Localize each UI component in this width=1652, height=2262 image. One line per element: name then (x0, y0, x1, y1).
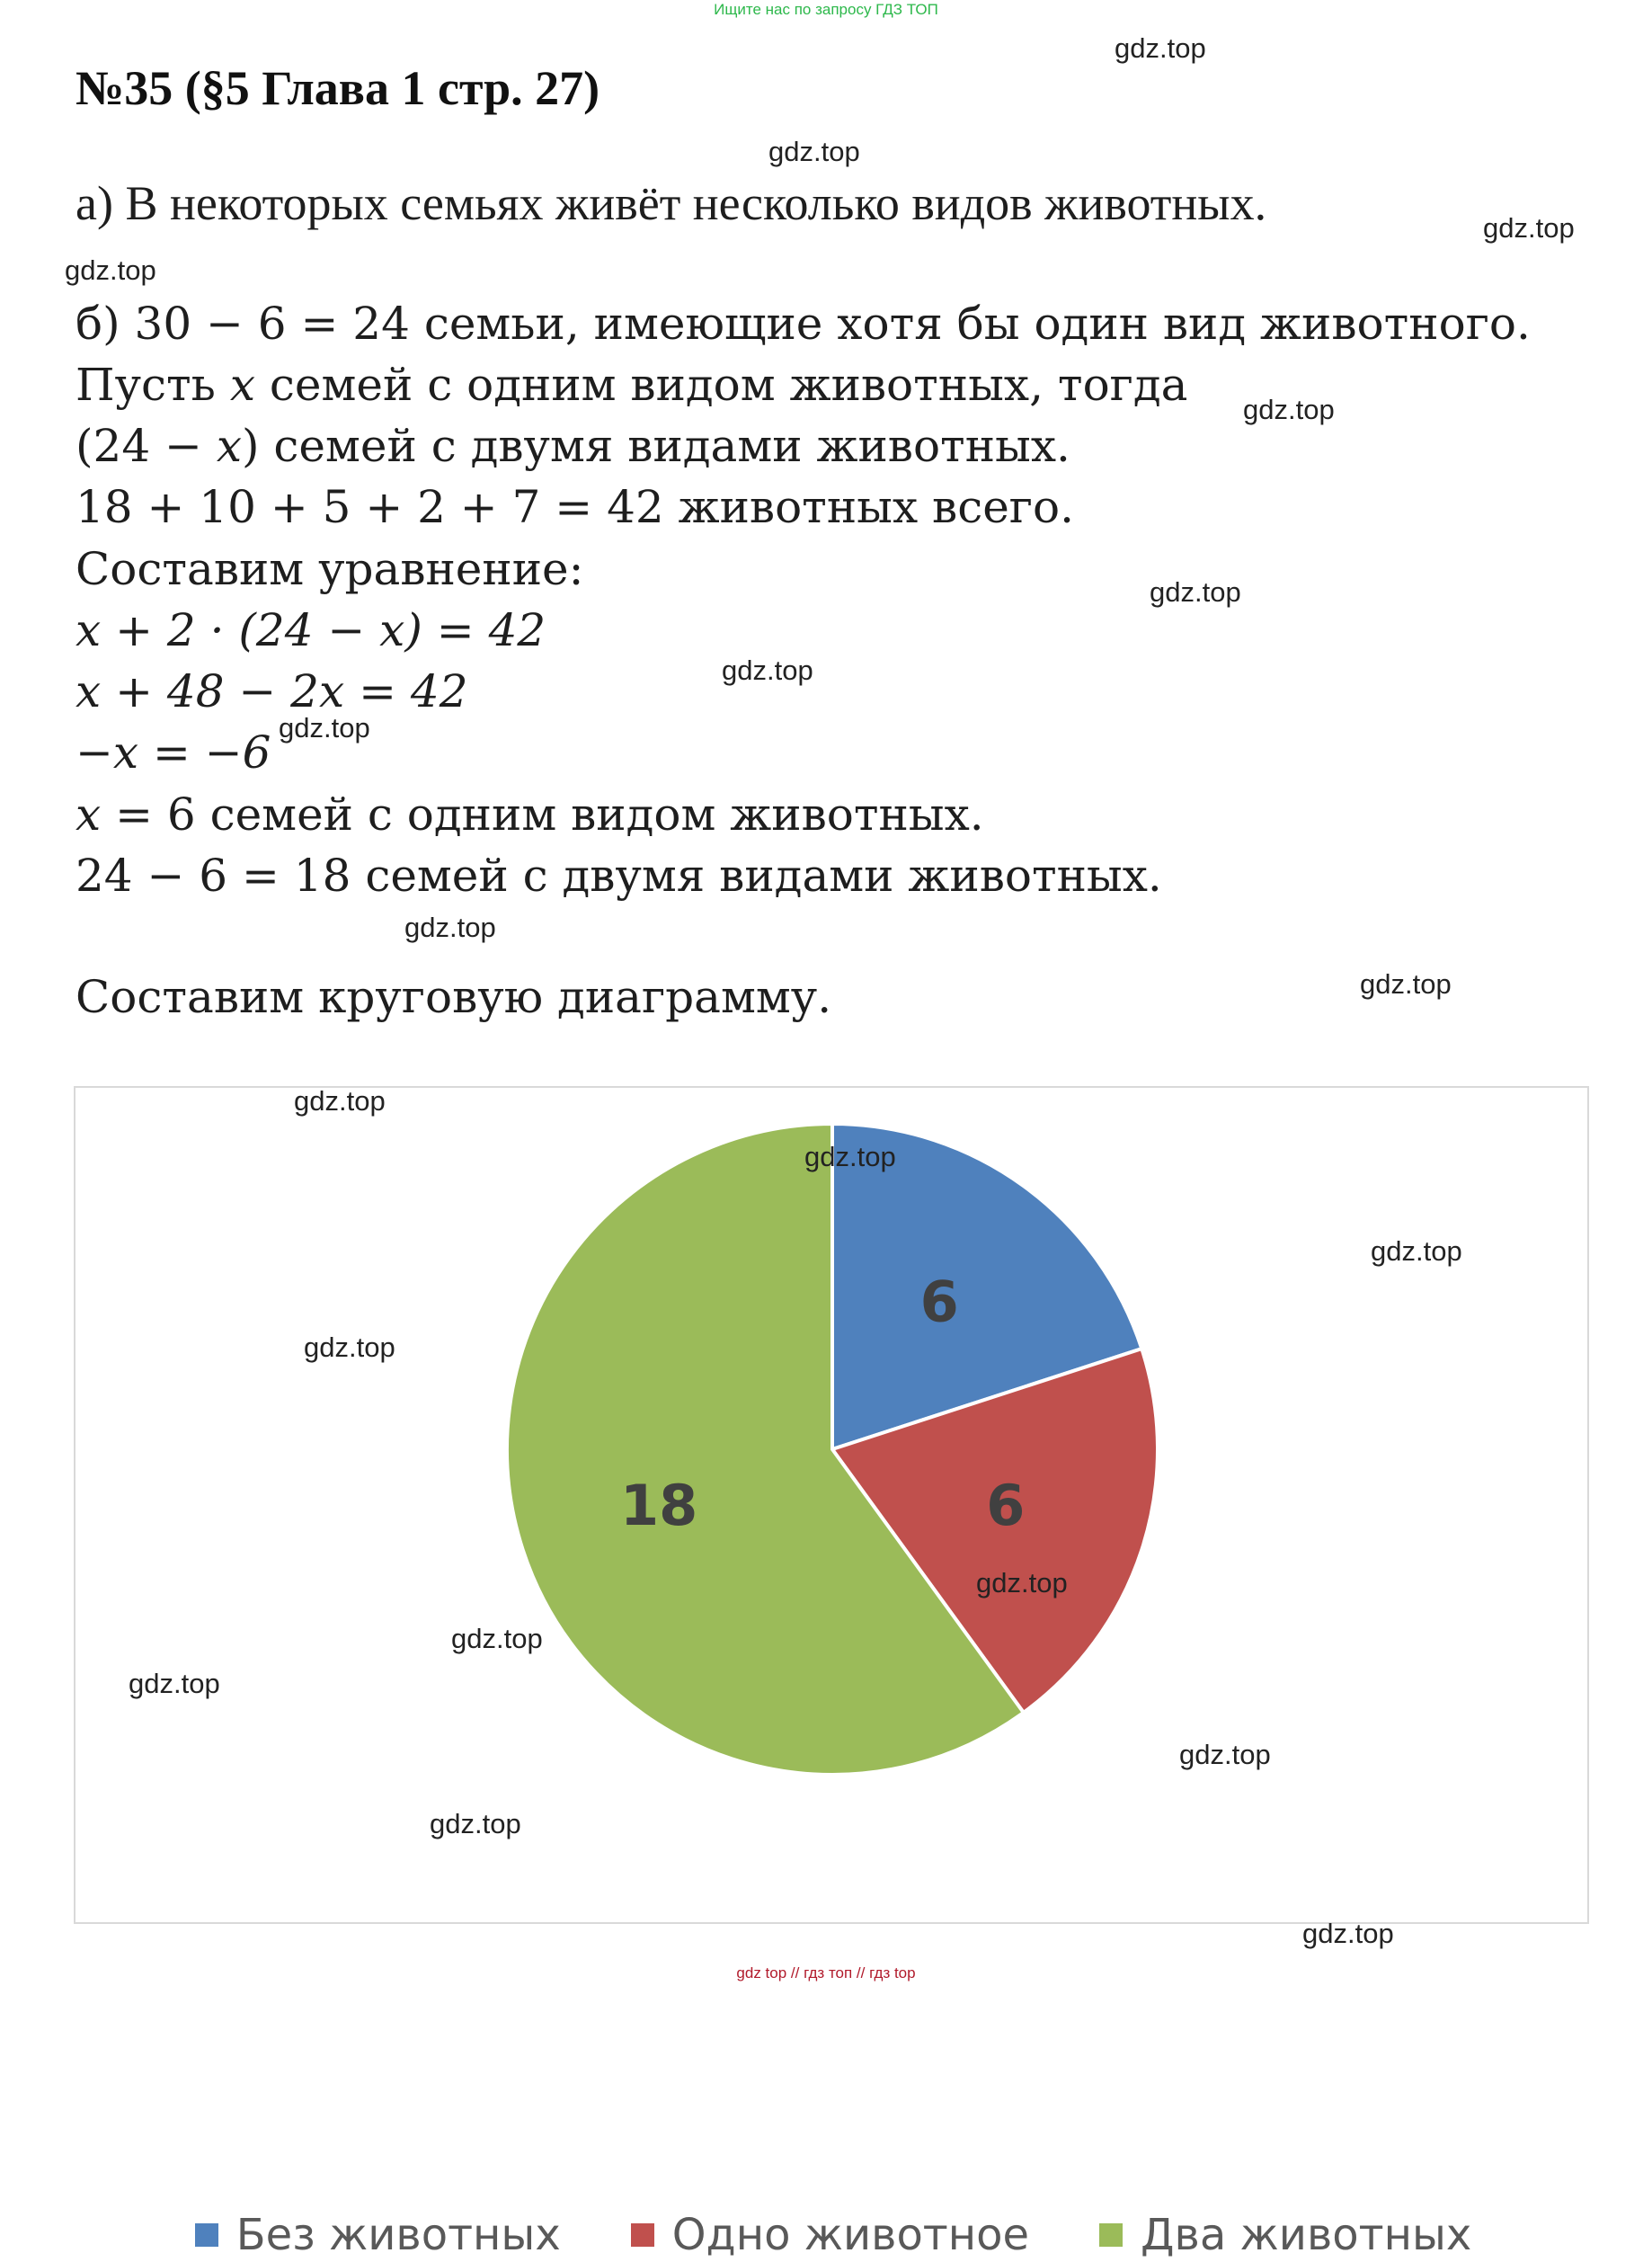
solution-line-9 (75, 783, 984, 846)
watermark: gdz.top (1360, 968, 1452, 1000)
solution-line-4: 18 + 10 + 5 + 2 + 7 = 42 животных всего. (75, 481, 1074, 533)
slice-data-label: 18 (620, 1473, 698, 1539)
variable-x: x (216, 420, 243, 472)
answer-part-a: а) В некоторых семьях живёт несколько видов животных. (75, 176, 1267, 230)
line-2-text-end: семей с одним видом животных, тогда (255, 359, 1188, 411)
watermark: gdz.top (451, 1623, 543, 1654)
legend-item (631, 2208, 1029, 2262)
legend-item (1099, 2208, 1471, 2262)
watermark: gdz.top (1115, 32, 1206, 64)
watermark: gdz.top (976, 1567, 1068, 1599)
solution-line-2 (75, 353, 1187, 416)
watermark: gdz.top (65, 254, 156, 286)
legend-label: Два животных (1141, 2210, 1472, 2260)
watermark: gdz.top (722, 655, 813, 686)
watermark: gdz.top (1243, 394, 1335, 425)
watermark: gdz.top (768, 136, 860, 167)
watermark: gdz.top (279, 712, 370, 744)
watermark: gdz.top (1150, 576, 1241, 608)
legend-swatch (631, 2223, 654, 2247)
watermark: gdz.top (404, 912, 496, 943)
legend-swatch (195, 2223, 218, 2247)
slice-data-label: 6 (919, 1269, 959, 1335)
search-banner: Ищите нас по запросу ГДЗ ТОП (714, 1, 938, 18)
watermark: gdz.top (294, 1085, 386, 1117)
watermark: gdz.top (129, 1668, 220, 1699)
watermark: gdz.top (1483, 212, 1575, 244)
solution-line-3 (75, 414, 1070, 477)
watermark: gdz.top (1302, 1918, 1394, 1949)
page-title: №35 (§5 Глава 1 стр. 27) (75, 61, 600, 115)
watermark: gdz.top (804, 1141, 896, 1172)
watermark: gdz.top (1179, 1739, 1271, 1770)
variable-x: x (229, 359, 256, 411)
equation-line-2: x + 48 − 2x = 42 (75, 665, 468, 717)
line-3-text-start: (24 − (75, 420, 217, 472)
line-9-text: = 6 семей с одним видом животных. (101, 788, 984, 841)
slice-data-label: 6 (986, 1473, 1026, 1539)
solution-line-5: Составим уравнение: (75, 543, 584, 595)
legend-label: Одно животное (671, 2210, 1030, 2260)
footer-links: gdz top // гдз топ // гдз top (736, 1964, 916, 1981)
watermark: gdz.top (1371, 1235, 1462, 1267)
legend-label: Без животных (235, 2210, 561, 2260)
solution-line-10: 24 − 6 = 18 семей с двумя видами животных. (75, 850, 1162, 902)
watermark: gdz.top (430, 1808, 521, 1839)
equation-line-3: −x = −6 (75, 726, 271, 779)
legend-item (195, 2208, 561, 2262)
solution-line-1: б) 30 − 6 = 24 семьи, имеющие хотя бы один вид животного. (75, 298, 1531, 350)
variable-x: x (75, 788, 102, 841)
watermark: gdz.top (304, 1331, 395, 1363)
legend-swatch (1099, 2223, 1123, 2247)
chart-legend (75, 2208, 1591, 2262)
pie-chart-canvas (75, 1088, 1587, 1922)
line-3-text-end: ) семей с двумя видами животных. (242, 420, 1070, 472)
equation-line-1: x + 2 · (24 − x) = 42 (75, 604, 546, 656)
solution-line-11: Составим круговую диаграмму. (75, 971, 832, 1023)
line-2-text-start: Пусть (75, 359, 230, 411)
